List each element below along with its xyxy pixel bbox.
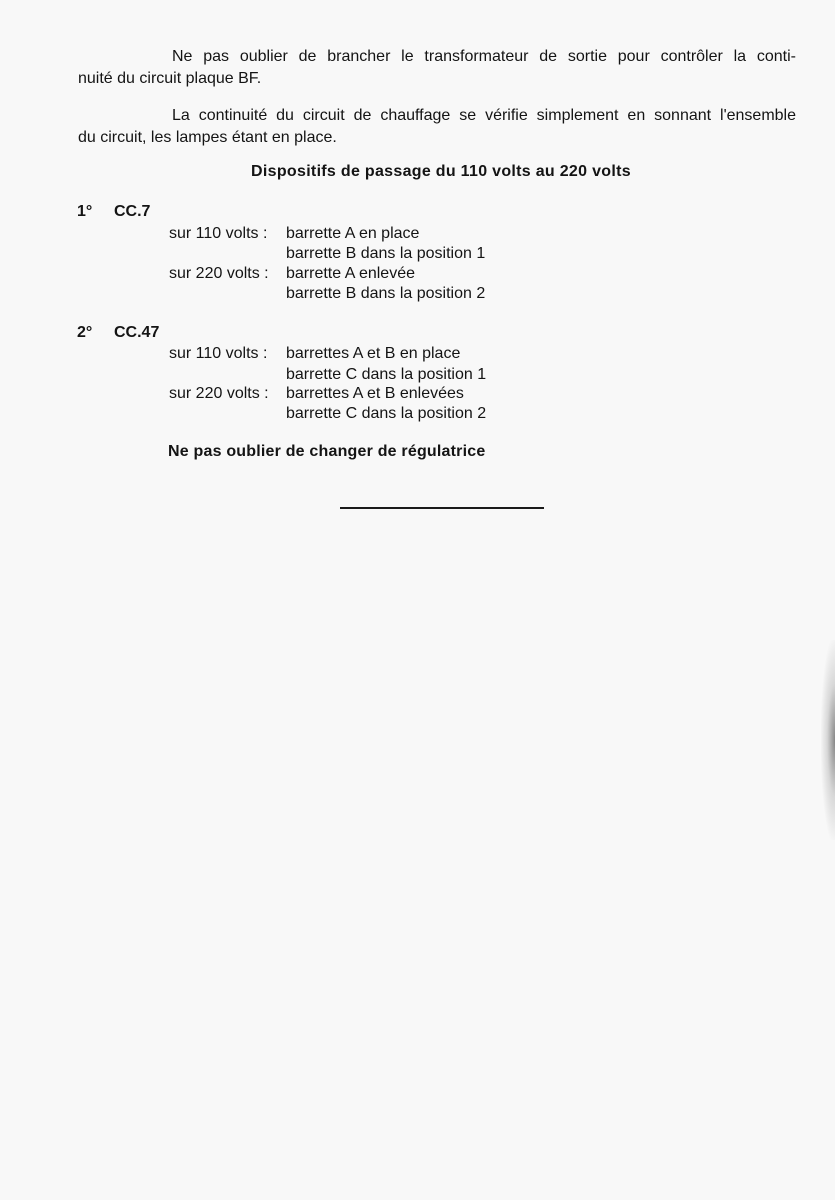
section-2-row-4-value: barrette C dans la position 2	[286, 405, 487, 422]
section-2-code: CC.47	[114, 324, 160, 341]
section-1-row-3-label: sur 220 volts :	[169, 265, 269, 282]
section-2-row-2-value: barrette C dans la position 1	[286, 366, 487, 383]
section-2-number: 2°	[77, 324, 93, 341]
section-1-row-2-value: barrette B dans la position 1	[286, 245, 486, 262]
section-2-row-1-value: barrettes A et B en place	[286, 345, 461, 362]
section-1-code: CC.7	[114, 203, 151, 220]
intro-paragraph-2	[78, 105, 796, 149]
page-edge-shadow	[821, 640, 835, 840]
final-note: Ne pas oublier de changer de régulatrice	[168, 443, 486, 460]
section-2-row-3-value: barrettes A et B enlevées	[286, 385, 464, 402]
section-1-number: 1°	[77, 203, 93, 220]
section-1-row-3-value: barrette A enlevée	[286, 265, 415, 282]
intro-paragraph-2-line-2: du circuit, les lampes étant en place.	[78, 129, 337, 146]
section-1-row-1-label: sur 110 volts :	[169, 225, 268, 242]
section-heading: Dispositifs de passage du 110 volts au 220 volts	[251, 163, 631, 180]
section-2-row-3-label: sur 220 volts :	[169, 385, 269, 402]
section-2-row-1-label: sur 110 volts :	[169, 345, 268, 362]
closing-rule	[340, 507, 544, 509]
section-1-row-1-value: barrette A en place	[286, 225, 420, 242]
intro-paragraph-2-line-1: La continuité du circuit de chauffage se vérifie simplement en sonnant l'ensemble	[172, 107, 796, 124]
intro-paragraph-1-line-1: Ne pas oublier de brancher le transformateur de sortie pour contrôler la conti-	[172, 48, 796, 65]
section-1-row-4-value: barrette B dans la position 2	[286, 285, 486, 302]
intro-paragraph-1	[78, 46, 796, 90]
intro-paragraph-1-line-2: nuité du circuit plaque BF.	[78, 70, 262, 87]
